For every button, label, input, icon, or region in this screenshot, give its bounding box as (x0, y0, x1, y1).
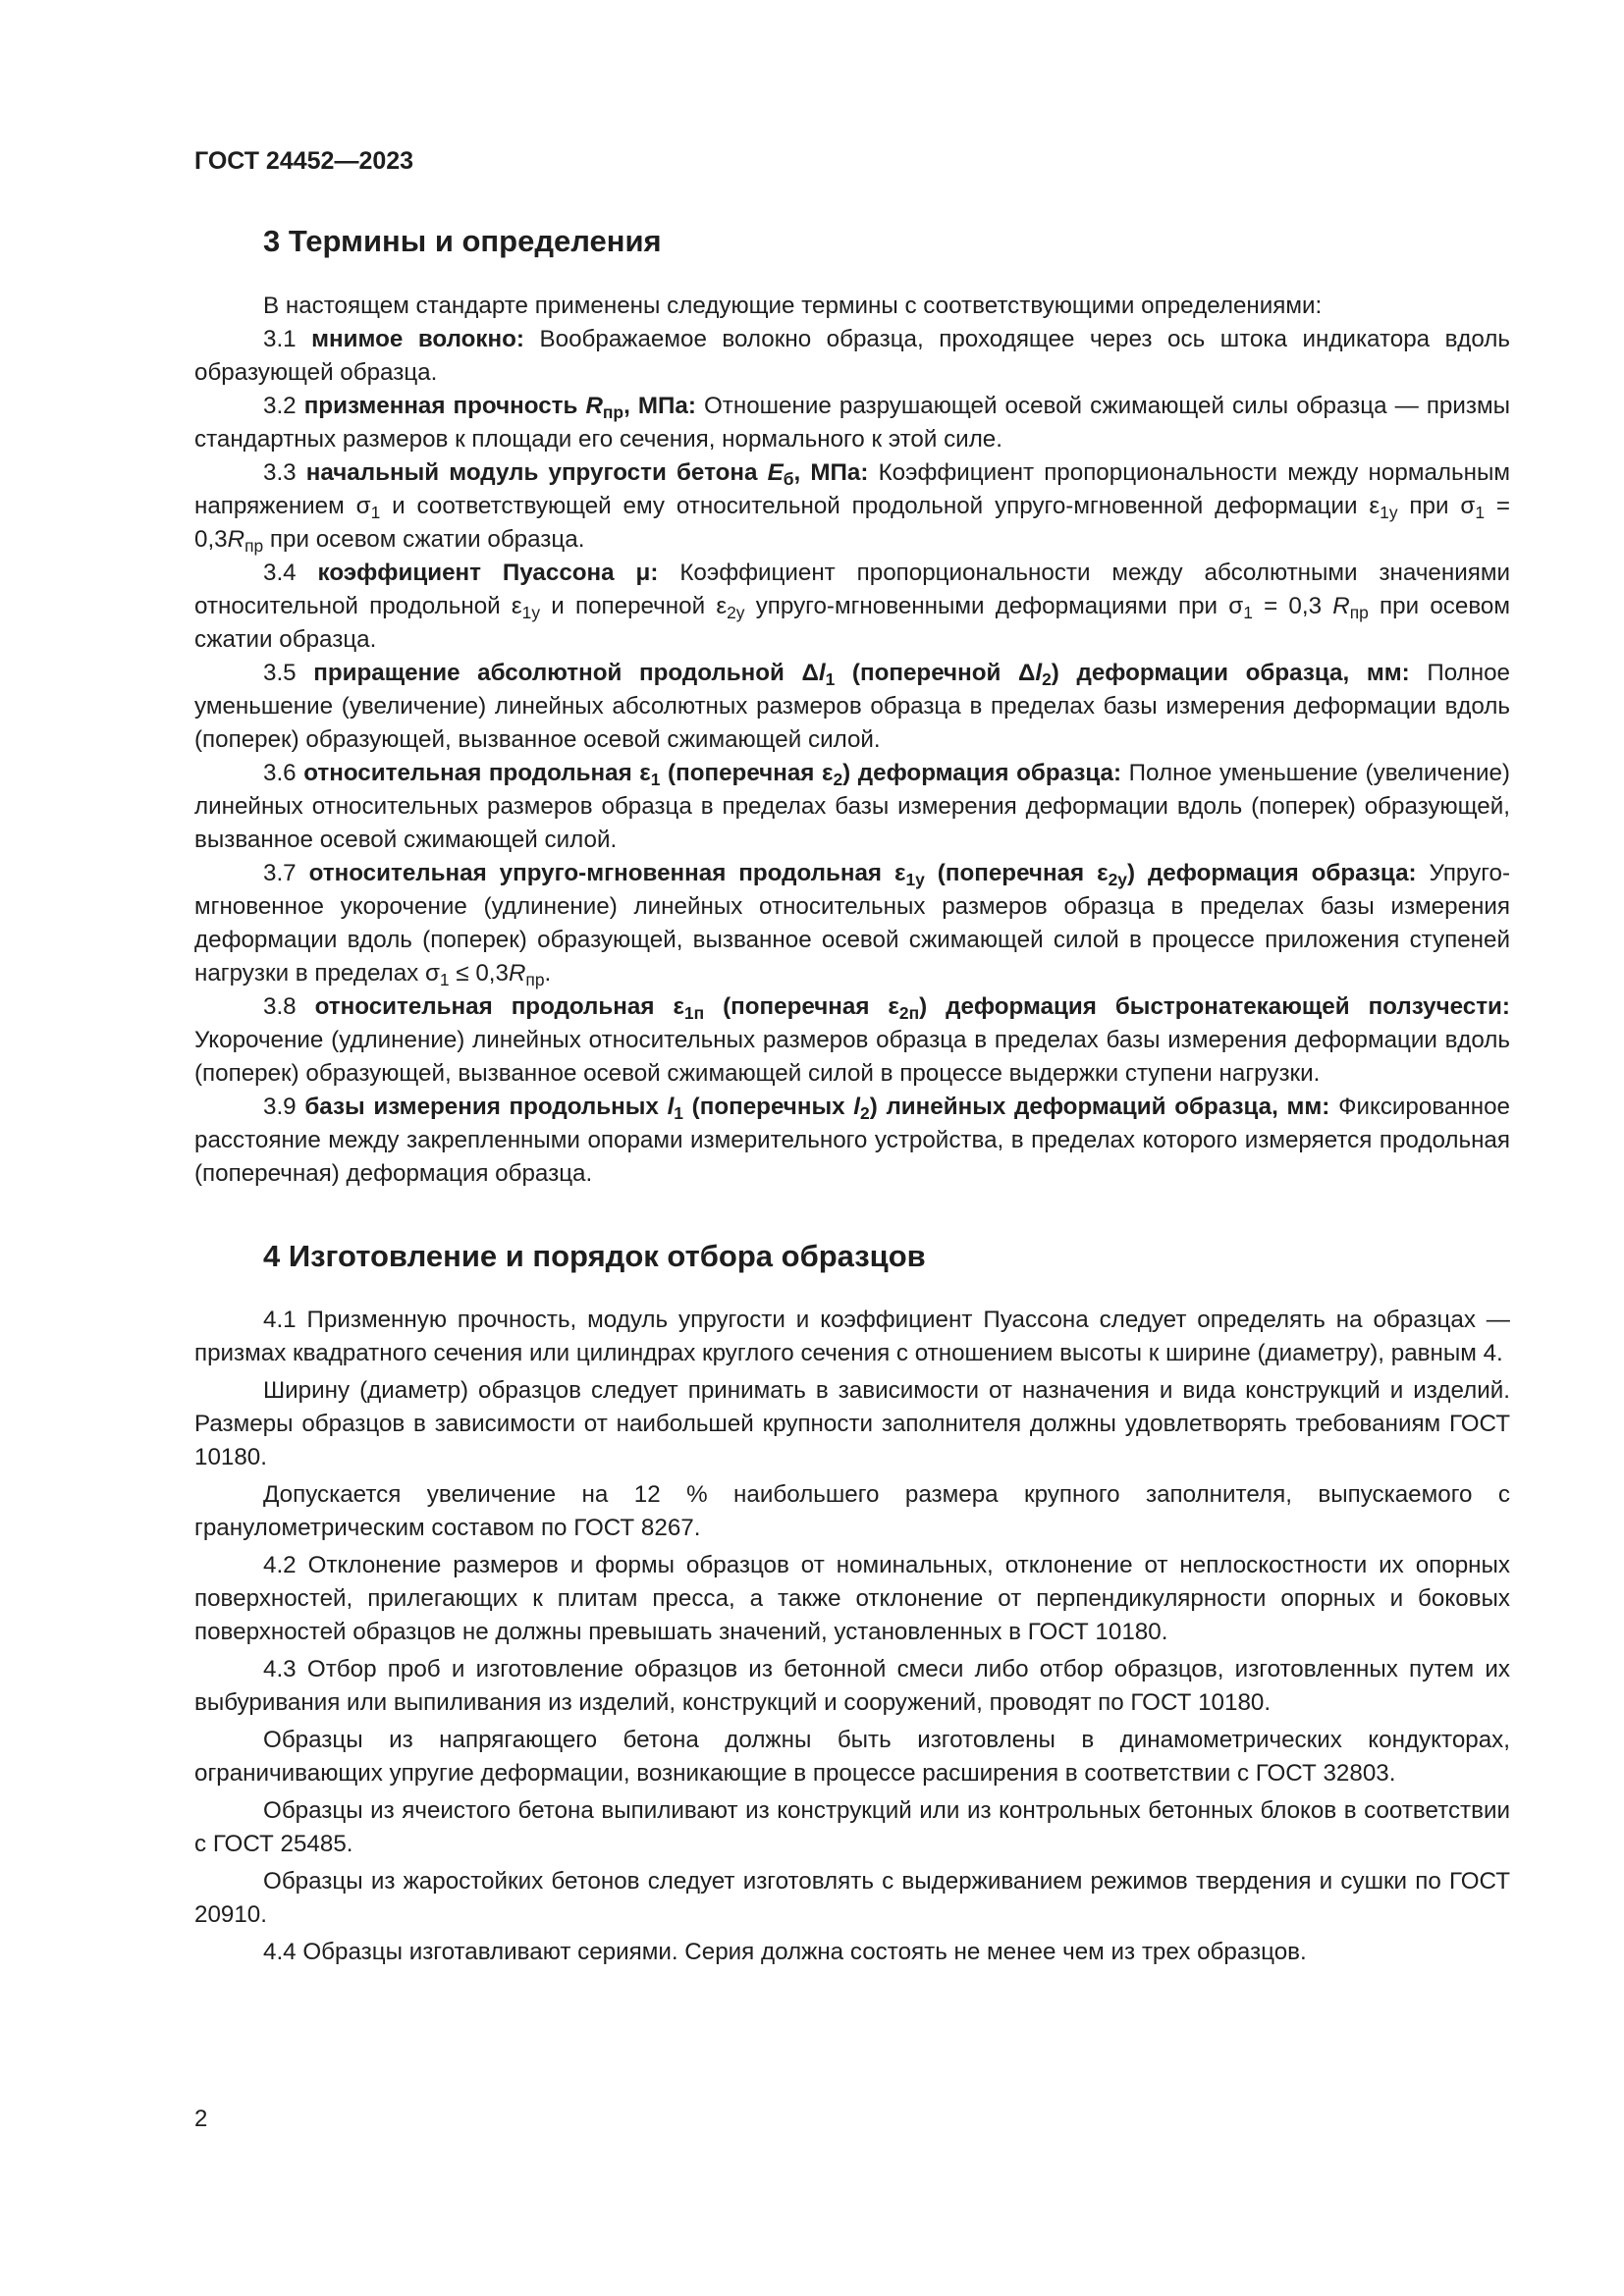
term-3-5: 3.5 приращение абсолютной продольной $\Delta l_1$ (поперечной $\Delta l_2$) деформации образца, мм: Полное уменьшение (увеличение) линейных абсолютных размеров образца в пределах базы измерения деформации вдоль (поперек) образующей, вызванное осевой сжимающей силой. (194, 660, 1510, 753)
paragraph: Допускается увеличение на 12 % наибольшего размера крупного заполнителя, выпускаемого с гранулометрическим составом по ГОСТ 8267. (194, 1481, 1510, 1541)
term-3-3: 3.3 начальный модуль упругости бетона $E_б$, МПа: Коэффициент пропорциональности между нормальным напряжением $\sigma_1$ и соответствующей ему относительной продольной упруго-мгновенной деформации $\varepsilon_{1y}$ при $\sigma_1 = 0,3R_{пр}$ при осевом сжатии образца. (194, 459, 1510, 557)
paragraph: Образцы из жаростойких бетонов следует изготовлять с выдерживанием режимов твердения и сушки по ГОСТ 20910. (194, 1868, 1510, 1928)
section-3-body (194, 290, 1510, 1191)
paragraph: 4.1 Призменную прочность, модуль упругости и коэффициент Пуассона следует определять на образцах — призмах квадратного сечения или цилиндрах круглого сечения с отношением высоты к ширине (диаметру), равным 4. (194, 1307, 1510, 1366)
term-3-8: 3.8 относительная продольная $\varepsilon_{1п}$ (поперечная $\varepsilon_{2п}$) деформация быстронатекающей ползучести: Укорочение (удлинение) линейных относительных размеров образца в пределах базы измерения деформации вдоль (поперек) образующей, вызванное осевой сжимающей силой в процессе выдержки ступени нагрузки. (194, 993, 1510, 1087)
paragraph: 4.3 Отбор проб и изготовление образцов из бетонной смеси либо отбор образцов, изготовленных путем их выбуривания или выпиливания из изделий, конструкций и сооружений, проводят по ГОСТ 10180. (194, 1656, 1510, 1716)
paragraph: 4.4 Образцы изготавливают сериями. Серия должна состоять не менее чем из трех образцов. (263, 1939, 1307, 1965)
page-number: 2 (194, 2106, 208, 2132)
term-3-7: 3.7 относительная упруго-мгновенная продольная $\varepsilon_{1y}$ (поперечная $\varepsilon_{2y}$) деформация образца: Упруго-мгновенное укорочение (удлинение) линейных относительных размеров образца в пределах базы измерения деформации вдоль (поперек) образующей, вызванное осевой сжимающей силой в процессе приложения ступеней нагрузки в пределах $\sigma_1 \le 0,3R_{пр}$. (194, 860, 1510, 990)
document-id: ГОСТ 24452—2023 (194, 147, 414, 175)
term-3-1: 3.1 мнимое волокно: Воображаемое волокно образца, проходящее через ось штока индикатора вдоль образующей образца. (194, 326, 1510, 386)
term-3-6: 3.6 относительная продольная $\varepsilon_1$ (поперечная $\varepsilon_2$) деформация образца: Полное уменьшение (увеличение) линейных относительных размеров образца в пределах базы измерения деформации вдоль (поперек) образующей, вызванное осевой сжимающей силой. (194, 760, 1510, 853)
paragraph: Образцы из напрягающего бетона должны быть изготовлены в динамометрических кондукторах, ограничивающих упругие деформации, возникающие в процессе расширения в соответствии с ГОСТ 32803. (194, 1727, 1510, 1787)
paragraph: 4.2 Отклонение размеров и формы образцов от номинальных, отклонение от неплоскостности их опорных поверхностей, прилегающих к плитам пресса, а также отклонение от перпендикулярности опорных и боковых поверхностей образцов не должны превышать значений, установленных в ГОСТ 10180. (194, 1552, 1510, 1645)
paragraph: Образцы из ячеистого бетона выпиливают из конструкций или из контрольных бетонных блоков в соответствии с ГОСТ 25485. (194, 1797, 1510, 1857)
section-3-title: 3 Термины и определения (263, 224, 662, 258)
term-3-2: 3.2 призменная прочность $R_{пр}$, МПа: Отношение разрушающей осевой сжимающей силы образца — призмы стандартных размеров к площади его сечения, нормального к этой силе. (194, 393, 1510, 453)
section-4-body (194, 1304, 1510, 1973)
section-4-title: 4 Изготовление и порядок отбора образцов (263, 1239, 926, 1273)
term-3-4: 3.4 коэффициент Пуассона μ: Коэффициент пропорциональности между абсолютными значениями относительной продольной $\varepsilon_{1y}$ и поперечной $\varepsilon_{2y}$ упруго-мгновенными деформациями при $\sigma_1 = 0,3$ $R_{пр}$ при осевом сжатии образца. (194, 560, 1510, 653)
section-3-intro: В настоящем стандарте применены следующие термины с соответствующими определениями: (263, 293, 1323, 319)
term-3-9: 3.9 базы измерения продольных $l_1$ (поперечных $l_2$) линейных деформаций образца, мм: Фиксированное расстояние между закрепленными опорами измерительного устройства, в пределах которого измеряется продольная (поперечная) деформация образца. (194, 1094, 1510, 1187)
paragraph: Ширину (диаметр) образцов следует принимать в зависимости от назначения и вида конструкций и изделий. Размеры образцов в зависимости от наибольшей крупности заполнителя должны удовлетворять требованиям ГОСТ 10180. (194, 1377, 1510, 1470)
